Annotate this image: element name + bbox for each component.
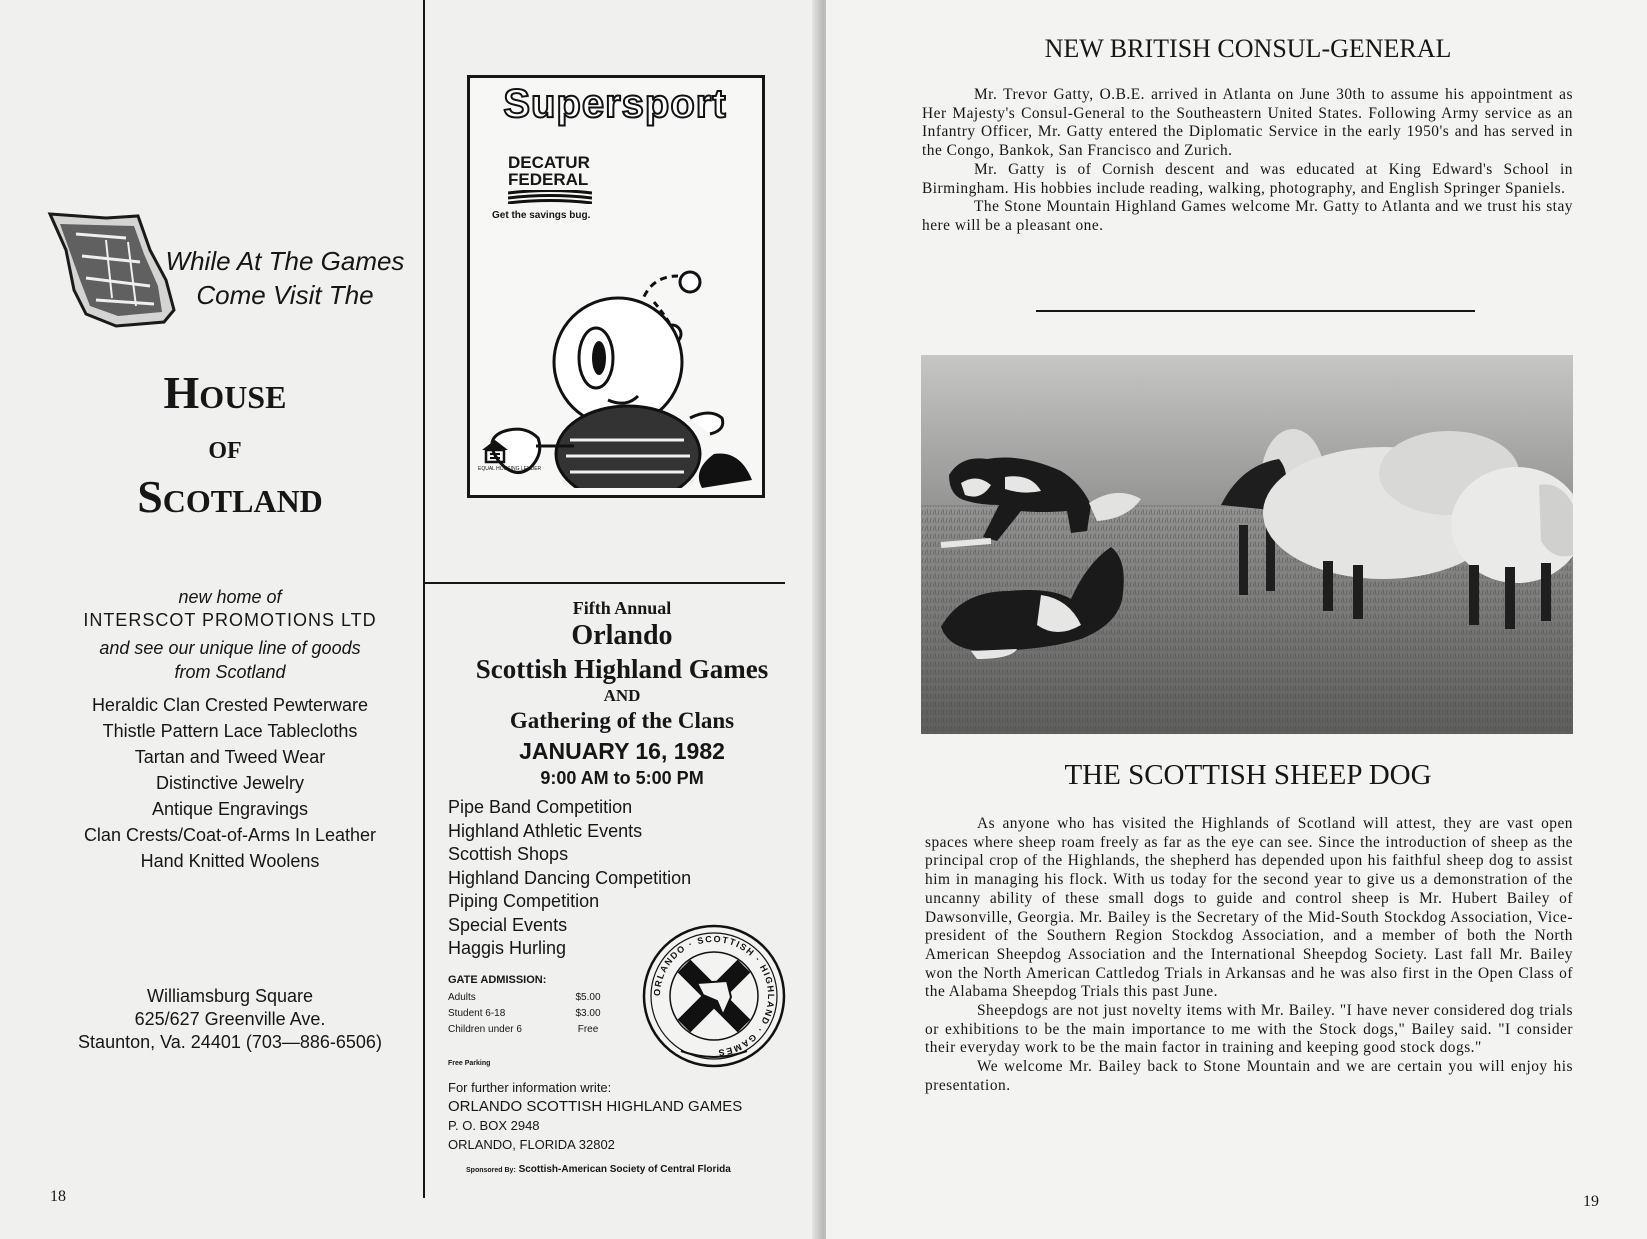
- fee-label: Children under 6: [448, 1024, 522, 1035]
- info-label: For further information write:: [448, 1080, 612, 1095]
- house-of-scotland-ad: [0, 0, 423, 1100]
- visit-line-2: Come Visit The: [196, 280, 374, 310]
- and-text: AND: [603, 686, 641, 705]
- games-title: Scottish Highland Games: [475, 654, 769, 684]
- fee-price: $3.00: [575, 1008, 601, 1019]
- fee-label: Student 6-18: [448, 1008, 506, 1019]
- visit-line: [150, 244, 420, 312]
- admission-label: GATE ADMISSION:: [448, 974, 547, 986]
- consul-paragraph: The Stone Mountain Highland Games welcome Mr. Gatty to Atlanta and we trust his stay here will be a pleasant one.: [922, 198, 1573, 234]
- column-divider: [423, 0, 425, 1198]
- event-item: Highland Dancing Competition: [448, 867, 692, 888]
- goods-item: Clan Crests/Coat-of-Arms In Leather: [83, 825, 377, 845]
- bank-name-line-2: FEDERAL: [508, 170, 589, 189]
- address-line-3: Staunton, Va. 24401 (703—886-6506): [78, 1032, 382, 1052]
- goods-item: Heraldic Clan Crested Pewterware: [91, 695, 369, 715]
- goods-item: Thistle Pattern Lace Tablecloths: [102, 721, 358, 741]
- ad-divider: [424, 582, 785, 584]
- event-item: Scottish Shops: [448, 844, 569, 864]
- event-item: Highland Athletic Events: [448, 820, 643, 841]
- fifth-annual-text: Fifth Annual: [572, 598, 672, 618]
- sheepdog-photo: [921, 355, 1573, 734]
- new-home-text: new home of: [178, 587, 282, 607]
- sponsor-line: [466, 1164, 731, 1175]
- event-item: Pipe Band Competition: [448, 797, 633, 817]
- event-item: Special Events: [448, 914, 568, 935]
- unique-goods-text: [40, 636, 420, 684]
- consul-article: [922, 86, 1573, 236]
- info-block: [448, 1078, 742, 1154]
- consul-heading: NEW BRITISH CONSUL-GENERAL: [1044, 34, 1452, 63]
- fee-price: $5.00: [575, 992, 601, 1003]
- info-box: P. O. BOX 2948: [448, 1118, 540, 1133]
- fee-label: Adults: [448, 992, 476, 1003]
- orlando-games-ad: [426, 598, 818, 1198]
- goods-list: [40, 692, 420, 874]
- equal-housing-icon: [480, 438, 510, 464]
- scotland-title: Scotland: [137, 471, 323, 522]
- sponsor-prefix: Sponsored By:: [466, 1167, 516, 1174]
- address-line-1: Williamsburg Square: [146, 986, 314, 1006]
- sheepdog-heading: THE SCOTTISH SHEEP DOG: [1064, 759, 1432, 791]
- fee-row: [448, 1022, 608, 1038]
- event-item: Haggis Hurling: [448, 938, 567, 958]
- info-city: ORLANDO, FLORIDA 32802: [448, 1137, 615, 1152]
- event-time: 9:00 AM to 5:00 PM: [540, 768, 704, 788]
- sheepdog-paragraph: Sheepdogs are not just novelty items with Mr. Bailey. "I have never considered dog trials or exhibitions to be the main importance to me with the Stock dogs," Bailey said. "I consider their everyday work to be the main factor in training and keeping good stock dogs.": [925, 1002, 1573, 1057]
- sponsor-name: Scottish-American Society of Central Florida: [518, 1164, 731, 1175]
- bank-name: [508, 154, 590, 188]
- equal-housing-label: EQUAL HOUSING LENDER: [478, 466, 542, 472]
- goods-item: Hand Knitted Woolens: [140, 851, 320, 871]
- address-line-2: 625/627 Greenville Ave.: [134, 1009, 326, 1029]
- section-divider: [1036, 310, 1475, 312]
- goods-item: Tartan and Tweed Wear: [134, 747, 326, 767]
- consul-paragraph: Mr. Gatty is of Cornish descent and was educated at King Edward's School in Birmingham. His hobbies include reading, walking, photography, and English Springer Spaniels.: [922, 160, 1573, 197]
- shop-address: [40, 985, 420, 1054]
- house-title: House: [163, 367, 287, 418]
- goods-item: Distinctive Jewelry: [155, 773, 305, 793]
- sheep-and-dogs-image: [921, 355, 1573, 734]
- bank-tagline: Get the savings bug.: [492, 210, 591, 221]
- page-number-left: 18: [50, 1188, 66, 1205]
- games-seal-icon: [641, 923, 787, 1069]
- supersport-title: Supersport: [503, 82, 727, 126]
- bank-logo-icon: [508, 190, 592, 204]
- fee-row: [448, 1006, 608, 1022]
- event-date: JANUARY 16, 1982: [519, 738, 725, 764]
- sheepdog-article: [925, 815, 1573, 1096]
- sheepdog-paragraph: As anyone who has visited the Highlands of Scotland will attest, they are vast open spaces where sheep roam freely as far as the eye can see. Since the introduction of sheep as the principal crop of the Highlands, the shepherd has depended upon his faithful sheep dog to assist him in managing his flock. With us today for the second year to give us a demonstration of the uncanny ability of these small dogs to guide and control sheep is Mr. Hubert Bailey of Dawsonville, Georgia. Mr. Bailey is the Secretary of the Mid-South Stockdog Association, Vice-president of the Southern Region Stockdog Association, and a member of both the North American Sheepdog Association and the International Sheepdog Society. Last fall Mr. Bailey won the North American Cattledog Trials in Arkansas and he was also first in the Open Class of the Alabama Sheepdog Trials this past June.: [925, 815, 1573, 1001]
- supersport-ad: [467, 75, 765, 498]
- bug-mascot-icon: [478, 218, 760, 488]
- fee-price: Free: [577, 1024, 599, 1035]
- orlando-title: Orlando: [571, 620, 673, 651]
- of-title: of: [208, 429, 242, 466]
- consul-paragraph: Mr. Trevor Gatty, O.B.E. arrived in Atlanta on June 30th to assume his appointment as Her Majesty's Consul-General to the Southeastern United States. Following Army service as an Infantry Officer, Mr. Gatty entered the Diplomatic Service in the early 1950's and has served in the Congo, Bankok, San Francisco and Zurich.: [922, 86, 1573, 160]
- bank-name-line-1: DECATUR: [508, 153, 590, 172]
- info-org: ORLANDO SCOTTISH HIGHLAND GAMES: [448, 1098, 743, 1115]
- company-name: INTERSCOT PROMOTIONS LTD: [83, 610, 377, 630]
- seal-text: ORLANDO · SCOTTISH · HIGHLAND · GAMES: [651, 933, 777, 1059]
- free-parking-text: Free Parking: [448, 1060, 491, 1067]
- unique-line-1: and see our unique line of goods: [99, 638, 361, 658]
- page-number-right: 19: [1583, 1193, 1599, 1210]
- event-item: Piping Competition: [448, 891, 600, 911]
- sheepdog-paragraph: We welcome Mr. Bailey back to Stone Mountain and we are certain you will enjoy his presentation.: [925, 1058, 1573, 1094]
- admission-table: [448, 990, 608, 1038]
- unique-line-2: from Scotland: [174, 662, 286, 682]
- visit-line-1: While At The Games: [165, 246, 405, 276]
- goods-item: Antique Engravings: [151, 799, 309, 819]
- fee-row: [448, 990, 608, 1006]
- gathering-title: Gathering of the Clans: [509, 708, 735, 733]
